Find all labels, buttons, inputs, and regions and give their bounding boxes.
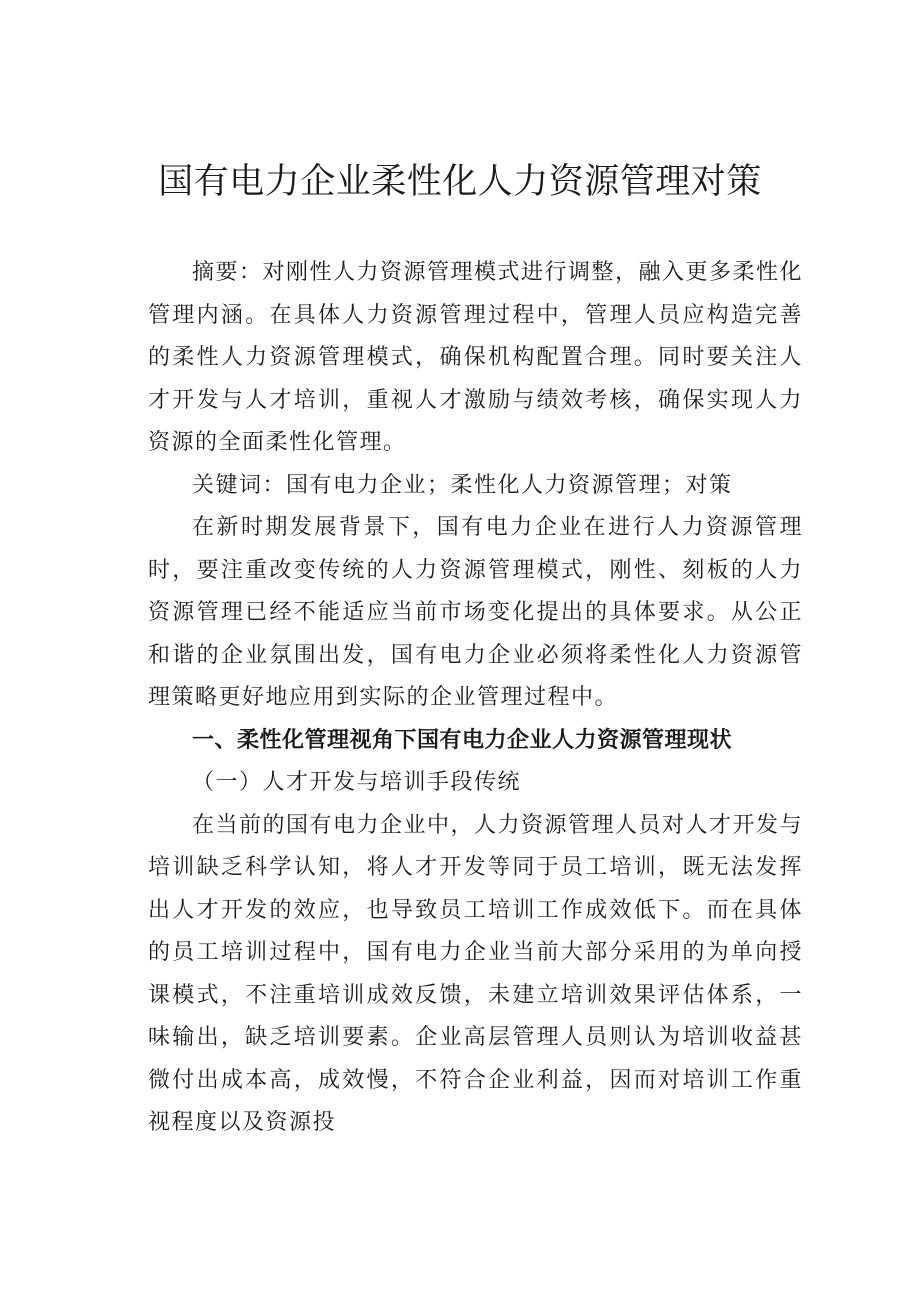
document-title: 国有电力企业柔性化人力资源管理对策 — [158, 162, 762, 202]
section-heading: 一、柔性化管理视角下国有电力企业人力资源管理现状 — [192, 727, 733, 753]
subsection-heading: （一）人才开发与培训手段传统 — [192, 770, 522, 795]
keywords-paragraph: 关键词：国有电力企业；柔性化人力资源管理；对策 — [192, 472, 733, 498]
document-body — [148, 252, 803, 1145]
intro-paragraph: 在新时期发展背景下，国有电力企业在进行人力资源管理时，要注重改变传统的人力资源管理模式，刚性、刻板的人力资源管理已经不能适应当前市场变化提出的具体要求。从公正和谐的企业氛围出发，国有电力企业必须将柔性化人力资源管理策略更好地应用到实际的企业管理过程中。 — [148, 515, 803, 710]
body-paragraph: 在当前的国有电力企业中，人力资源管理人员对人才开发与培训缺乏科学认知，将人才开发等同于员工培训，既无法发挥出人才开发的效应，也导致员工培训工作成效低下。而在具体的员工培训过程中，国有电力企业当前大部分采用的为单向授课模式，不注重培训成效反馈，未建立培训效果评估体系，一味输出，缺乏培训要素。企业高层管理人员则认为培训收益甚微付出成本高，成效慢，不符合企业利益，因而对培训工作重视程度以及资源投 — [148, 812, 804, 1135]
abstract-paragraph: 摘要：对刚性人力资源管理模式进行调整，融入更多柔性化管理内涵。在具体人力资源管理过程中，管理人员应构造完善的柔性人力资源管理模式，确保机构配置合理。同时要关注人才开发与人才培训，重视人才激励与绩效考核，确保实现人力资源的全面柔性化管理。 — [148, 260, 804, 455]
